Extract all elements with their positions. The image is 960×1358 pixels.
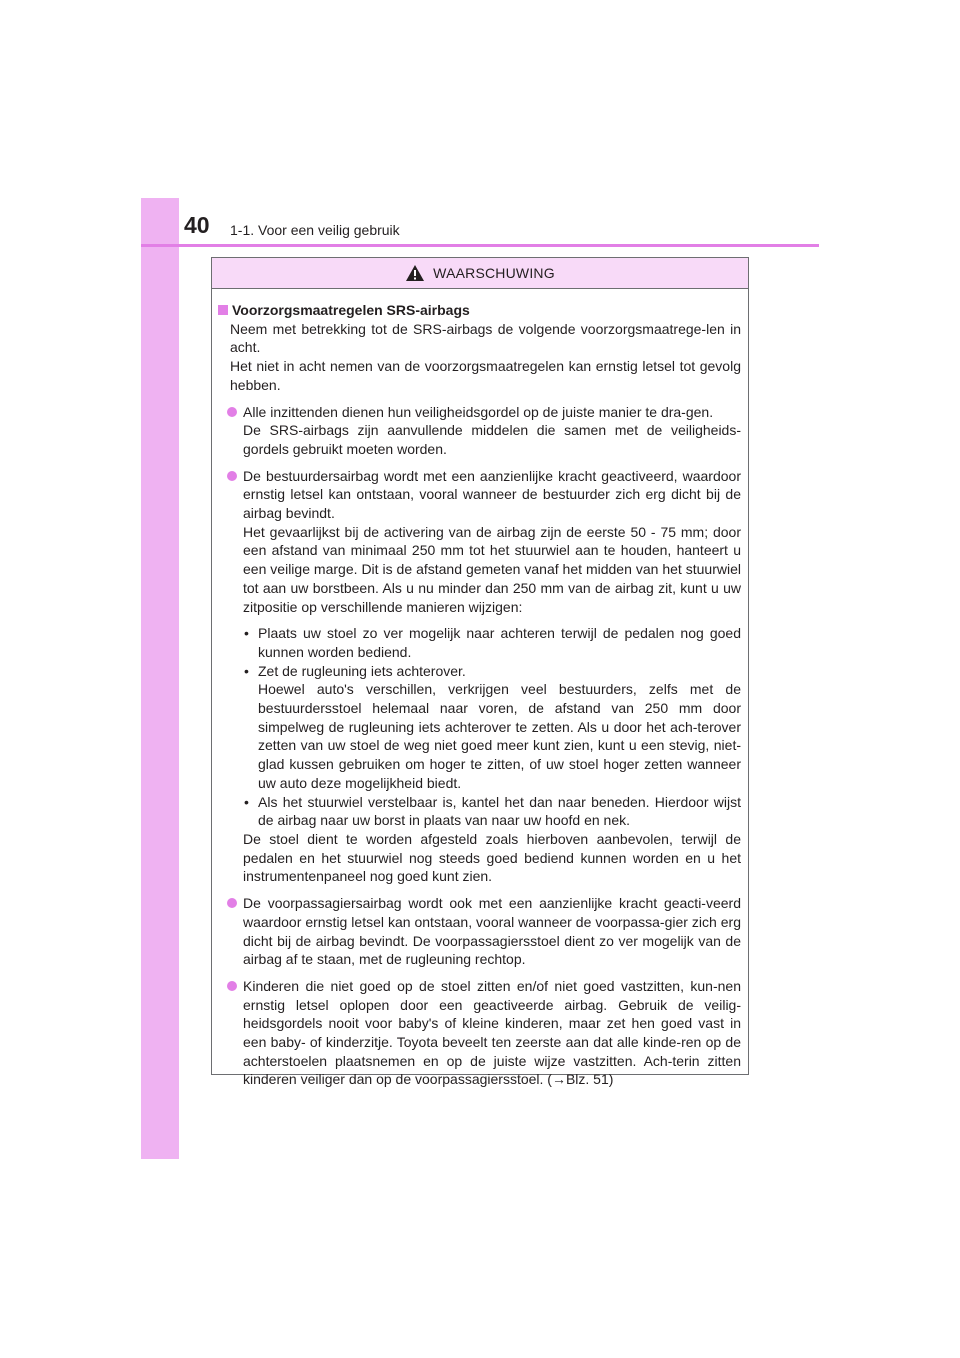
bullet-dot-icon	[227, 407, 237, 417]
item-paragraph: Alle inzittenden dienen hun veiligheidsgordel op de juiste manier te dra-gen.	[243, 403, 714, 420]
item-paragraph: De SRS-airbags zijn aanvullende middelen die samen met de veiligheids-gordels gebruikt moeten worden.	[243, 422, 741, 457]
sub-list	[243, 624, 741, 830]
section-title: 1-1. Voor een veilig gebruik	[230, 222, 400, 238]
item-paragraph: De bestuurdersairbag wordt met een aanzienlijke kracht geactiveerd, waardoor ernstig letsel kan ontstaan, vooral wanneer de bestuurder zich erg dicht bij de airbag bevindt.	[243, 467, 741, 522]
list-item	[217, 467, 741, 886]
warning-header	[212, 258, 748, 289]
sub-item-text: Zet de rugleuning iets achterover.	[258, 662, 466, 679]
bullet-dot-icon	[227, 898, 237, 908]
intro-text	[217, 320, 741, 395]
intro-paragraph: Neem met betrekking tot de SRS-airbags de volgende voorzorgsmaatrege-len in acht.	[230, 320, 741, 356]
square-bullet-icon	[218, 305, 228, 315]
bullet-dot-icon	[227, 471, 237, 481]
warning-triangle-icon	[405, 264, 425, 282]
sub-bullet: •	[244, 793, 249, 810]
warning-title: WAARSCHUWING	[433, 265, 555, 281]
heading-text: Voorzorgsmaatregelen SRS-airbags	[232, 302, 470, 318]
intro-paragraph: Het niet in acht nemen van de voorzorgsmaatregelen kan ernstig letsel tot gevolg hebben.	[230, 358, 741, 393]
header-divider	[141, 244, 819, 247]
bullet-dot-icon	[227, 981, 237, 991]
sub-item-text: Plaats uw stoel zo ver mogelijk naar achteren terwijl de pedalen nog goed kunnen worden bediend.	[258, 625, 741, 660]
chapter-tab-sidebar	[141, 198, 179, 1159]
sub-item-text: Als het stuurwiel verstelbaar is, kantel het dan naar beneden. Hierdoor wijst de airbag naar uw borst in plaats van naar uw hoofd en nek.	[258, 793, 741, 829]
list-item	[217, 977, 741, 1089]
section-heading	[217, 301, 741, 320]
item-closing: De stoel dient te worden afgesteld zoals hierboven aanbevolen, terwijl de pedalen en het stuurwiel nog steeds goed bediend kunnen worden en u het instrumentenpaneel nog goed kunt zien.	[243, 830, 741, 885]
list-item	[217, 403, 741, 459]
page-number: 40	[184, 212, 210, 238]
sub-bullet: •	[244, 625, 249, 642]
warning-box	[211, 257, 749, 1088]
item-paragraph: Het gevaarlijkst bij de activering van de airbag zijn de eerste 50 - 75 mm; door een afstand van minimaal 250 mm tot het stuurwiel aan te houden, hanteert u een veilige marge. Dit is de afstand gemeten vanaf het midden van het stuurwiel tot aan uw borstbeen. Als u nu minder dan 250 mm van de airbag zit, kunt u uw zitpositie op verschillende manieren wijzigen:	[243, 523, 741, 615]
sub-list-item	[243, 624, 741, 661]
sub-bullet: •	[244, 662, 249, 679]
warning-body	[212, 289, 748, 1089]
item-paragraph: Kinderen die niet goed op de stoel zitten en/of niet goed vastzitten, kun-nen ernstig letsel oplopen door een geactiveerde airbag. Gebruik de veilig-heidsgordels nooit voor baby's of kleine kinderen, maar zet hen goed vast in een baby- of kinderzitje. Toyota beveelt ten zeerste aan dat alle kinde-ren op de achterstoelen plaatsnemen en op de juiste wijze vastzitten. Ach-terin zitten kinderen veiliger dan op de voorpassagiersstoel. (→Blz. 51)	[243, 977, 741, 1088]
list-item	[217, 894, 741, 969]
item-paragraph: De voorpassagiersairbag wordt ook met een aanzienlijke kracht geacti-veerd waardoor ernstig letsel kan ontstaan, vooral wanneer de voorpassa-gier zich erg dicht bij de airbag bevindt. De voorpassagiersstoel dient zo ver mogelijk van de airbag af te staan, met de rugleuning rechtop.	[243, 895, 741, 968]
sub-list-item	[243, 662, 741, 793]
sub-item-text: Hoewel auto's verschillen, verkrijgen veel bestuurders, zelfs met de bestuurdersstoel helemaal naar voren, de afstand van 250 mm door simpelweg de rugleuning iets achterover te zetten. Als u door het ach-terover zetten van uw stoel de weg niet goed meer kunt zien, kunt u een stevig, niet-glad kussen gebruiken om hoger te zitten, of uw stoel hoger zetten wanneer uw auto deze mogelijkheid biedt.	[258, 681, 741, 791]
sub-list-item	[243, 793, 741, 830]
